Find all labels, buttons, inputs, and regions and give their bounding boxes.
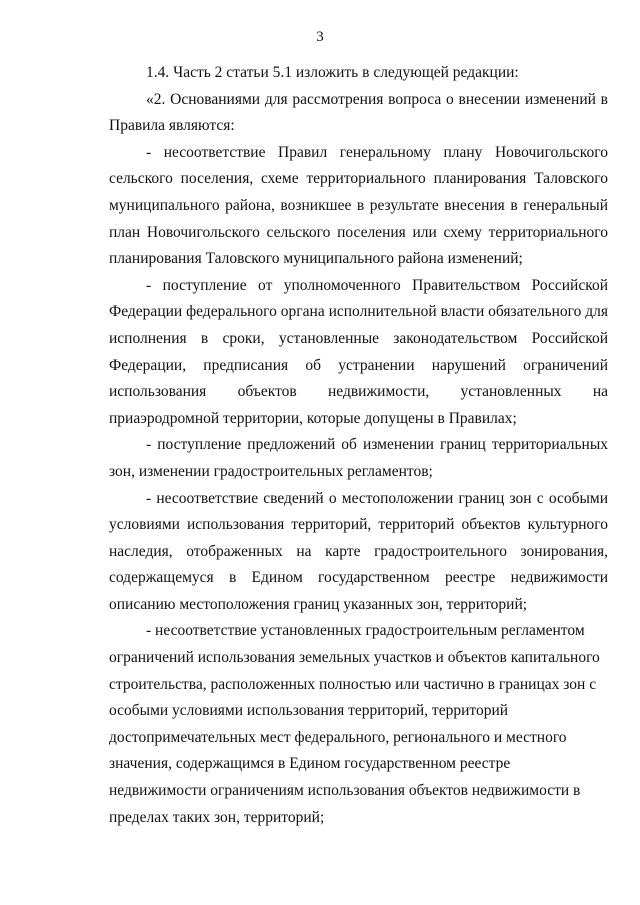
document-body — [109, 60, 608, 831]
list-item: - несоответствие установленных градостроительным регламентом ограничений использования земельных участков и объектов капитального строительства, расположенных полностью или частично в границах зон с особыми условиями использования территорий, территорий достопримечательных мест федерального, регионального и местного значения, содержащимся в Едином государственном реестре недвижимости ограничениям использования объектов недвижимости в пределах таких зон, территорий; — [109, 622, 600, 826]
page-number: 3 — [316, 29, 324, 45]
clause-header: 1.4. Часть 2 статьи 5.1 изложить в следующей редакции: — [146, 64, 519, 81]
list-item: - поступление предложений об изменении границ территориальных зон, изменении градостроительных регламентов; — [109, 436, 608, 480]
paragraph-intro: «2. Основаниями для рассмотрения вопроса о внесении изменений в Правила являются: — [109, 90, 608, 135]
list-item: - несоответствие Правил генеральному плану Новочигольского сельского поселения, схеме территориального планирования Таловского муниципального района, возникшее в результате внесения в генеральный план Новочигольского сельского поселения или схему территориального планирования Таловского муниципального района изменений; — [109, 143, 608, 268]
list-item: - несоответствие сведений о местоположении границ зон с особыми условиями использования территорий, территорий объектов культурного наследия, отображенных на карте градостроительного зонирования, содержащемуся в Едином государственном реестре недвижимости описанию местоположения границ указанных зон, территорий; — [109, 489, 608, 613]
list-item: - поступление от уполномоченного Правительством Российской Федерации федерального органа исполнительной власти обязательного для исполнения в сроки, установленные законодательством Российской Федерации, предписания об устранении нарушений ограничений использования объектов недвижимости, установленных на приаэродромной территории, которые допущены в Правилах; — [109, 276, 608, 427]
